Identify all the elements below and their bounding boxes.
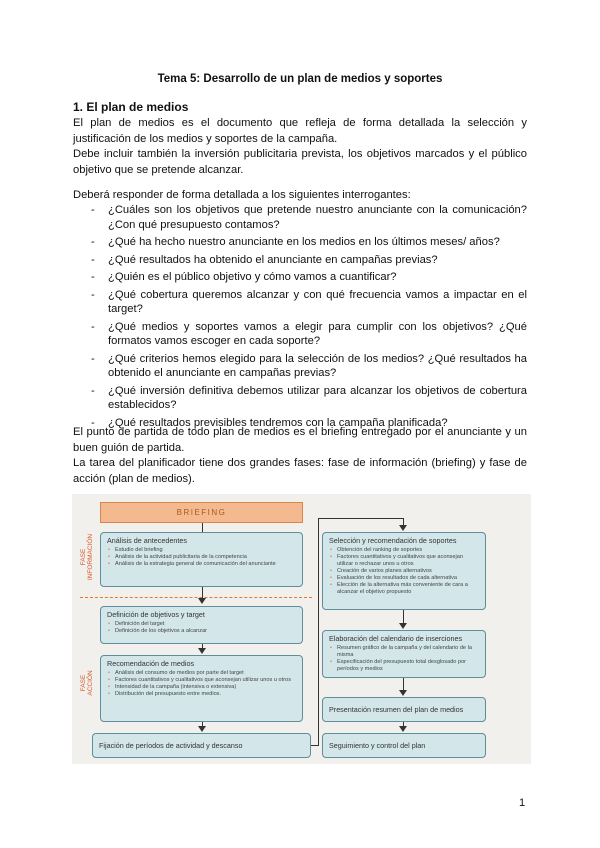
elaboracion-box: Elaboración del calendario de inserciones • Resumen gráfico de la campaña y del calendario de la misma • Especificación del presupuesto total desglosado por períodos y medios xyxy=(322,630,486,678)
list-item: - ¿Qué resultados previsibles tendremos con la campaña planificada? xyxy=(91,416,448,429)
briefing-header: BRIEFING xyxy=(100,502,303,523)
list-item: - ¿Qué criterios hemos elegido para la selección de los medios? ¿Qué resultados ha obtenido el anunciante en campañas previas? xyxy=(91,352,527,379)
arrow-down-icon xyxy=(198,598,206,604)
arrow-down-icon xyxy=(399,726,407,732)
seleccion-box: Selección y recomendación de soportes • Obtención del ranking de soportes • Factores cuantitativos y cualitativos que aconsejan utilizar o rechazar unos u otros • Creación de varios planes alternativos • Evaluación de los resultados de cada alternativa • Elección de la alternativa más conveniente de cara a alcanzar el objetivo propuesto xyxy=(322,532,486,610)
list-item: - ¿Qué cobertura queremos alcanzar y con qué frecuencia vamos a impactar en el target? xyxy=(91,288,527,315)
intro-paragraph-2: Debe incluir también la inversión publicitaria prevista, los objetivos marcados y el público objetivo que se pretende alcanzar. xyxy=(73,148,527,176)
list-item: - ¿Qué ha hecho nuestro anunciante en los medios en los últimos meses/ años? xyxy=(91,236,500,248)
analisis-box: Análisis de antecedentes • Estudio del briefing • Análisis de la actividad publicitaria de la competencia • Análisis de la estrategia general de comunicación del anunciante xyxy=(100,532,303,587)
closing-paragraph-2: La tarea del planificador tiene dos grandes fases: fase de información (briefing) y fase de acción (plan de medios). xyxy=(73,457,527,485)
fijacion-box: Fijación de períodos de actividad y descanso xyxy=(92,733,311,758)
presentacion-box: Presentación resumen del plan de medios xyxy=(322,697,486,722)
analisis-title: Análisis de antecedentes xyxy=(107,536,187,545)
list-item: - ¿Qué medios y soportes vamos a elegir para cumplir con los objetivos? ¿Qué formatos vamos escoger en cada soporte? xyxy=(91,320,527,347)
list-item: - ¿Qué inversión definitiva debemos utilizar para alcanzar los objetivos de cobertura establecidos? xyxy=(91,384,527,411)
arrow-down-icon xyxy=(399,690,407,696)
list-item: - ¿Quién es el público objetivo y cómo vamos a cuantificar? xyxy=(91,271,397,283)
seguimiento-box: Seguimiento y control del plan xyxy=(322,733,486,758)
phase-divider xyxy=(80,597,312,598)
questions-list xyxy=(73,203,527,433)
arrow-down-icon xyxy=(399,623,407,629)
questions-intro: Deberá responder de forma detallada a los siguientes interrogantes: xyxy=(73,189,411,201)
media-plan-diagram xyxy=(72,494,531,764)
page-title: Tema 5: Desarrollo de un plan de medios y soportes xyxy=(157,73,443,85)
list-item: - ¿Cuáles son los objetivos que pretende nuestro anunciante con la comunicación? ¿Con qué presupuesto contamos? xyxy=(91,204,527,231)
phase-label-info: FASE INFORMACIÓN xyxy=(80,533,94,581)
list-item: - ¿Qué resultados ha obtenido el anunciante en campañas previas? xyxy=(91,253,438,266)
phase-label-accion: FASE ACCIÓN xyxy=(80,670,94,696)
definicion-box: Definición de objetivos y target • Definición del target • Definición de los objetivos a alcanzar xyxy=(100,606,303,644)
arrow-down-icon xyxy=(399,525,407,531)
recomendacion-box: Recomendación de medios • Análisis del consumo de medios por parte del target • Factores cuantitativos y cualitativos que aconsejan utilizar unos u otros • Intensidad de la campaña (intensiva o extensiva) • Distribución del presupuesto entre medios. xyxy=(100,655,303,722)
intro-paragraph-1: El plan de medios es el documento que refleja de forma detallada la selección y justificación de los medios y soportes de la campaña. xyxy=(73,117,527,145)
page-number: 1 xyxy=(519,797,526,809)
closing-paragraph-1: El punto de partida de todo plan de medios es el briefing entregado por el anunciante y un buen guión de partida. xyxy=(73,426,527,454)
arrow-down-icon xyxy=(198,726,206,732)
arrow-down-icon xyxy=(198,648,206,654)
section-heading: 1. El plan de medios xyxy=(73,100,189,114)
